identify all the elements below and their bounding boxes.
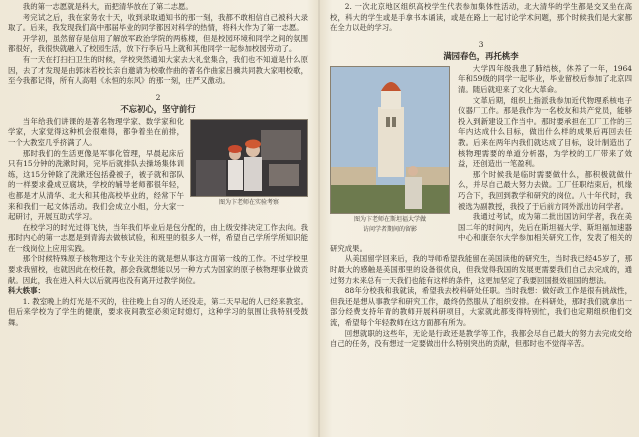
photo-figure	[190, 119, 308, 207]
page-fold	[318, 0, 320, 437]
paragraph: 当年给我们讲课的是著名物理学家、数学家和化学家，大家觉得这种机会很难得，都争着坐在前排，一个大教室几乎挤满了人。	[8, 116, 184, 147]
paragraph: 2. 一次北京地区组织高校学生代表参加集体性活动，北大清华的学生都是交叉坐在高校，科大的学生或是手拿书本诵读，或是在路上一起讨论学术问题，那个时候我们是大家都在全力以赴的学习。	[330, 2, 632, 33]
photo-caption: 图为卞老师在实验考察	[218, 198, 279, 206]
right-page	[330, 2, 632, 435]
lab-photo	[190, 119, 308, 197]
paragraph: 有一天在打扫扫卫生的时候，学校突然通知大家去大礼堂集合，我们也不知道是什么原因，去了才发现是由郭沫若校长亲自邀请为校歌作曲的著名作曲家吕骥共同教大家唱校歌，至今我都记得，所有人高唱《永恒的东风》的那一刻，庄严又激动。	[8, 54, 308, 86]
paragraph: 文革后期，组织上指派我参加近代物理系核电子仪器厂工作。那是我作为一名校友和共产党员，能够投入到新建设工作当中。那时要承担在工厂工作的三年内达成什么目标，做出什么样的成果后再回去任教。后来在两年内我们就达成了目标，设计制造出了核物理需要的单道分析器，为学校的工厂带来了效益，还创造出一笔盈利。	[458, 95, 632, 169]
left-page	[8, 2, 308, 435]
paragraph: 从美国留学回来后，我的导师希望我能留在美国读他的研究生，当时我已经45岁了，那时最大的感触是美国那里的设备很优良，但我觉得我国的发展更需要我们自己去完成的，通过努力未来总有一天我们也能有这样的条件，这更加坚定了我要回国报效祖国的想法。	[330, 254, 632, 285]
paragraph: 大学四年级我患了肺结核，休养了一年，1964年和59级的同学一起毕业，毕业留校后参加了北京四清。随后就迎来了文化大革命。	[458, 63, 632, 94]
paragraph: 那个时候我是临时需要做什么，都积极就做什么，并尽自己最大努力去做。工厂任职结束后，机缘巧合下，我回到教学和研究的岗位。八十年代时，我被选为副教授，我投了于后前方同外派出访问学者。	[458, 169, 632, 211]
photo-figure	[330, 66, 450, 234]
lab-photo-image	[191, 120, 308, 197]
paragraph: 在校学习的时光过得飞快，当年我们毕业后是包分配的，由上级安排决定工作去向。我那时内心的第一志愿是到青海去做核试验，和班里的很多人一样，希望自己学所学所知识能在一线岗位上应用实践。	[8, 222, 308, 253]
stanford-photo	[330, 66, 450, 214]
subheading: 科大轶事：	[8, 286, 45, 296]
paragraph: 考完试之后，我在家务农十天，收到录取通知书的那一刻，我都不敢相信自己被科大录取了。后来，我发现我们高中那届毕业的同学都因对科学的热情，将科大作为了第一志愿。	[8, 12, 308, 33]
photo-caption-line2: 访问学者期间的留影	[362, 225, 417, 233]
section-number: 2	[155, 92, 161, 102]
section-title: 不忘初心，坚守前行	[120, 103, 196, 114]
paragraph: 开学初，虽然留存是信用了解放军政治学院的两栋楼，但是校园环境和同学之间的氛围都很好，我很快就融入了校园生活，放下行李后马上就和其他同学一起参加校园劳动了。	[8, 33, 308, 54]
paragraph: 我的第一志愿就是科大，而把清华放在了第二志愿。	[22, 2, 193, 11]
section-number: 3	[478, 39, 484, 49]
section-title: 满园春色，再托桃李	[443, 50, 519, 61]
paragraph: 那时我们的生活更像是军事化管理，早晨起床后只有15分钟的洗漱时间，完毕后就排队去操场集体训练，这15分钟除了洗漱还包括叠被子，被子就和部队的一样要求叠成豆腐块，学校的辅导老师都很年轻，也都是才从清华、北大和其他高校毕业的，经常下午来和我们一起文体活动。我们会成立小组，分大家一起研讨，开展互助式学习。	[8, 148, 184, 222]
paragraph: 我通过考试，成为第二批出国访问学者，我在美国二年的时间内，先后在斯坦福大学、斯坦福加速器中心和康奈尔大学参加相关研究工作，发表了相关的研究成果。	[330, 212, 632, 253]
paragraph: 88年分校我和我就读，希望我去校科研处任职。当时我想：做好政工作是很有挑战性，但我还是想从事教学和研究工作，最终仍然服从了组织安排。在科研处，那时我们就拿出一部分经费支持年青的教师开展科研项目，大家就此都变得特别忙，我们也定期组织他们交流，希望每个年轻教师在这方面都有所为。	[330, 286, 632, 328]
paragraph: 回想就职的这些年，无论是行政还是教学等工作，我都会尽自己最大的努力去完成交给自己的任务，没有想过一定要做出什么特别突出的贡献，但那时也不觉得辛苦。	[330, 328, 632, 349]
stanford-photo-image	[331, 67, 450, 214]
paragraph: 那个时候特殊原子核物理这个专业关注的就是想从事这方面第一线的工作。不过学校里要求我留校，也就因此在校任教，都会我就想能以另一种方式为国家的原子核物理事业做贡献。因此，我在进入科大以后就再也没有离开过教学岗位。	[8, 254, 308, 285]
photo-caption: 图为卞老师在斯坦福大学做	[353, 215, 426, 223]
paragraph: 1. 教室晚上的灯光是不灭的，往往晚上自习的人还没走，第二天早起的人已经来教室。但后来学校为了学生的健康，要求夜间教室必须定时熄灯，这种学习的氛围让我特别受鼓舞。	[8, 296, 308, 328]
